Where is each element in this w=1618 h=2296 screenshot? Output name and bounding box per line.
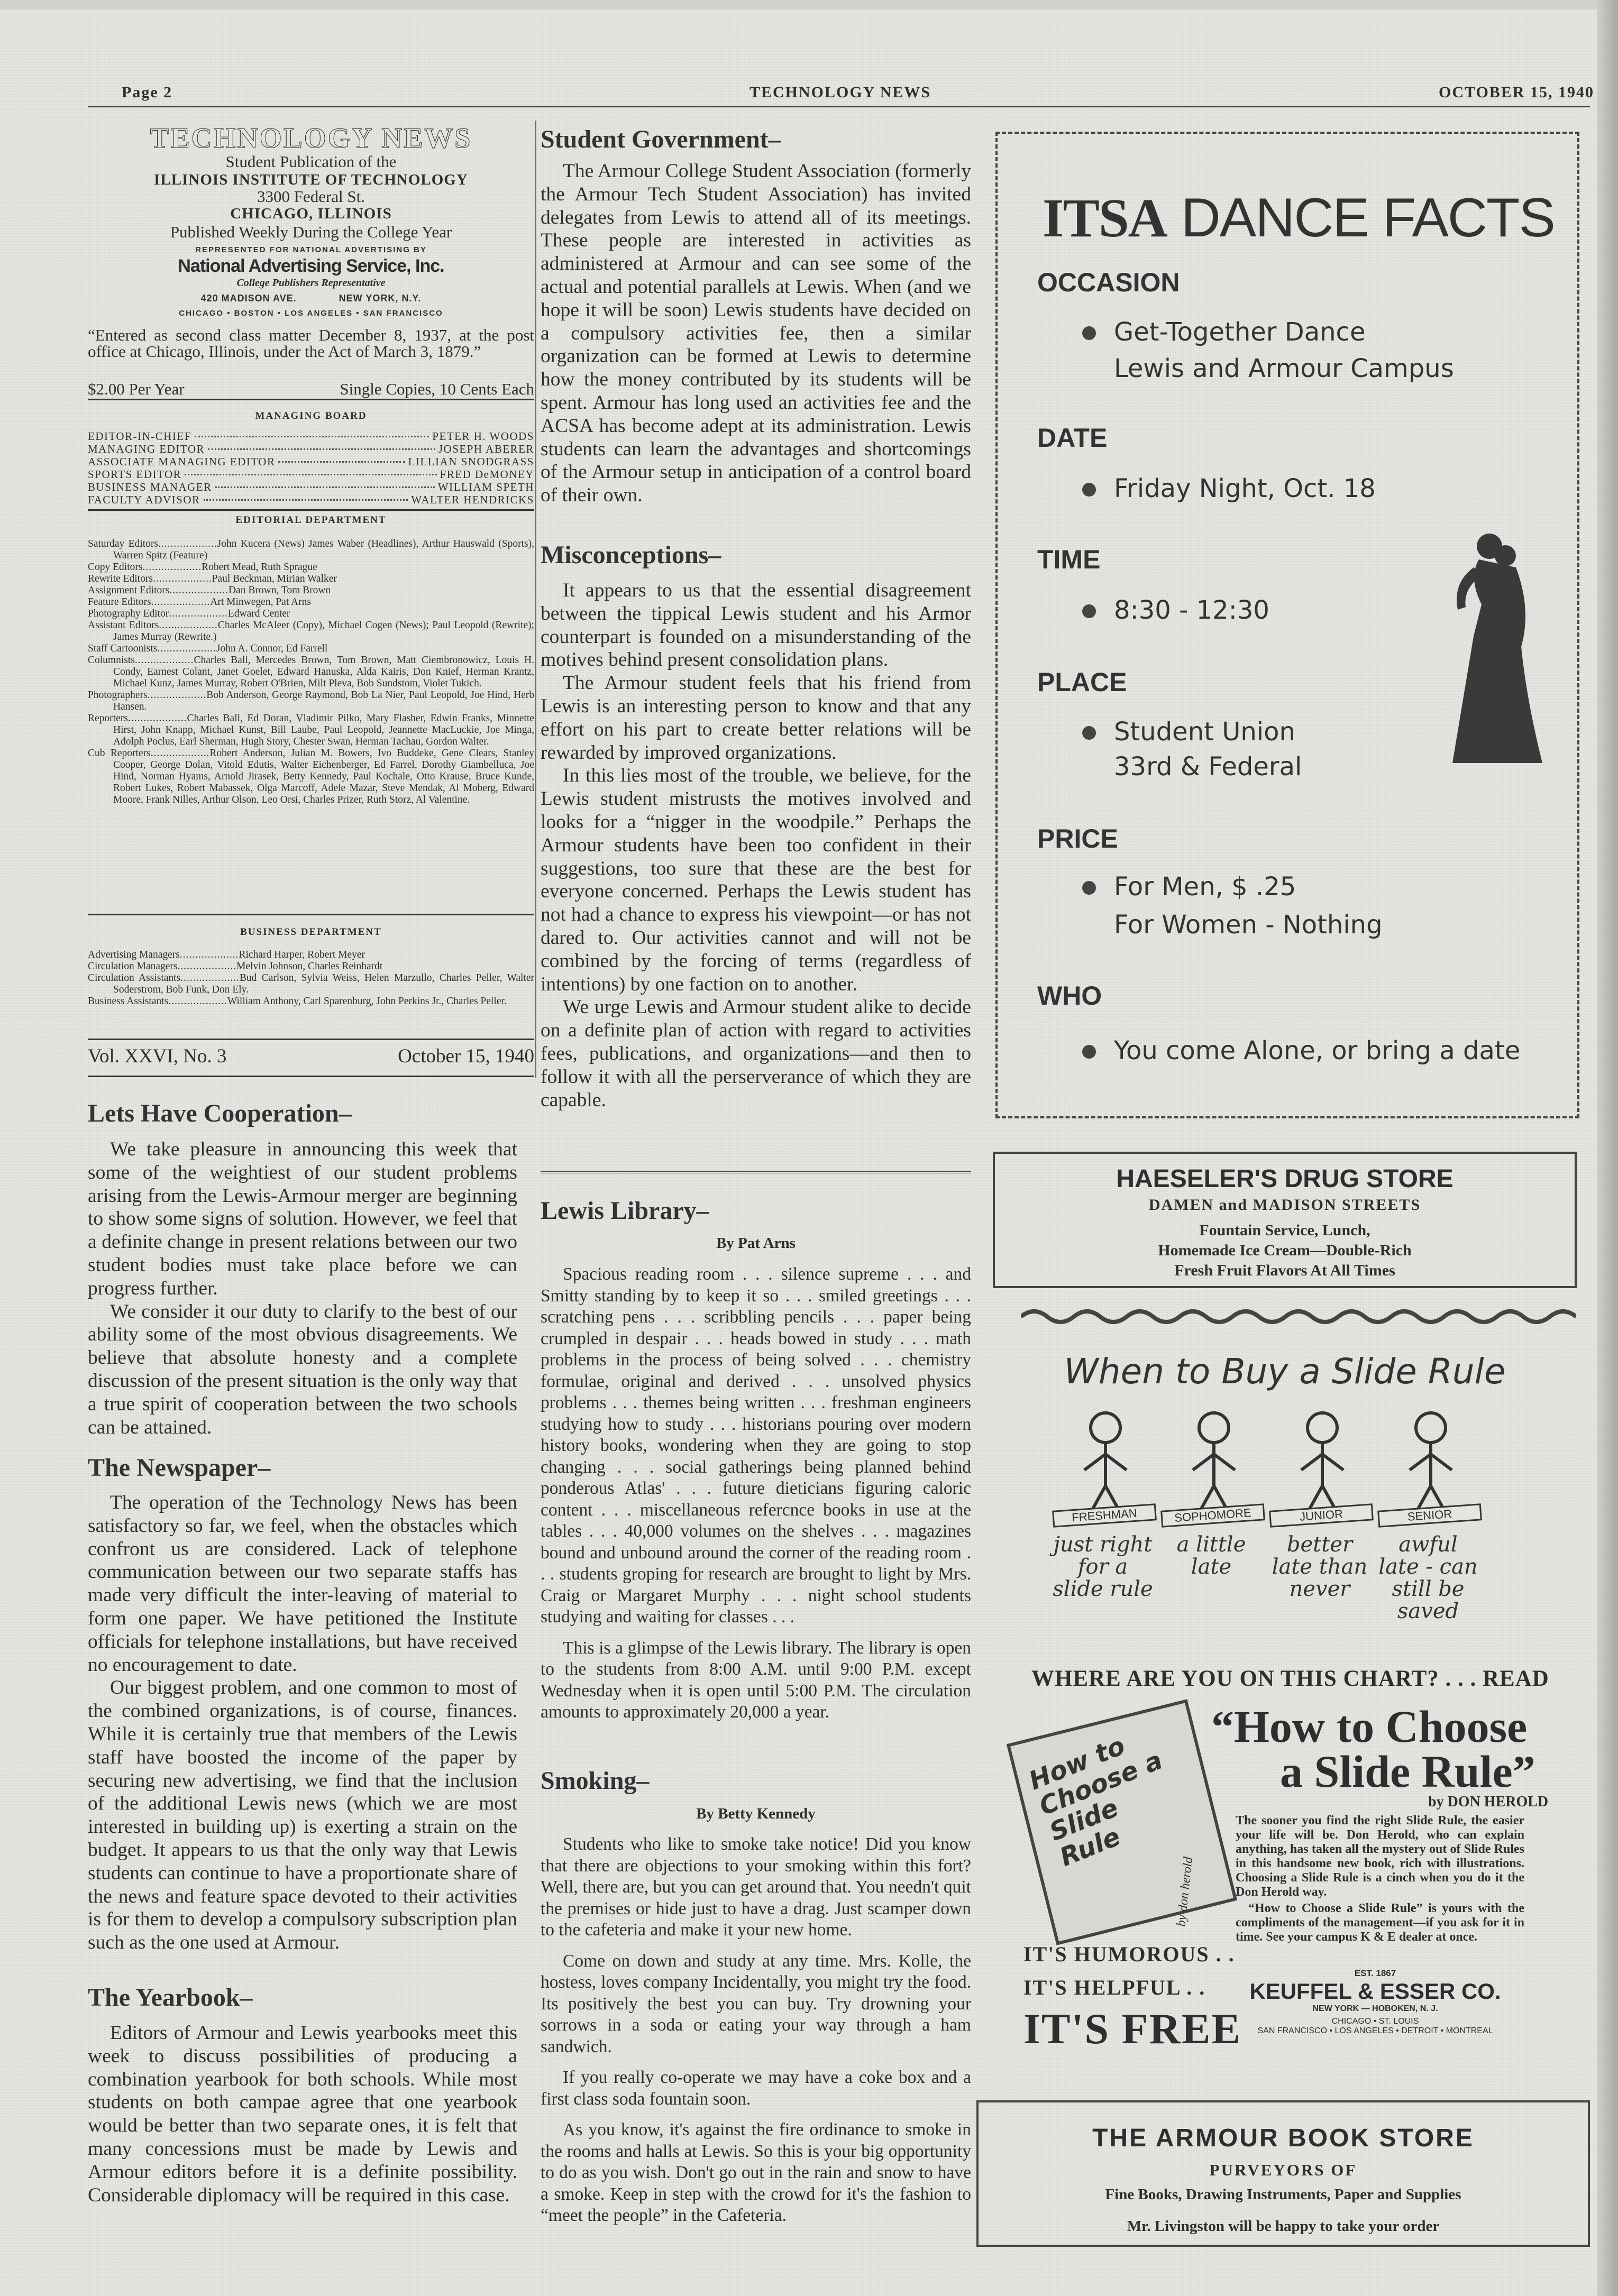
drug-store-address: DAMEN and MADISON STREETS xyxy=(1148,1196,1421,1214)
board-row xyxy=(88,430,534,443)
itsa-label-date: DATE xyxy=(1037,423,1108,453)
managing-board xyxy=(88,430,534,506)
dotted-leader xyxy=(148,690,207,701)
dotted-leader xyxy=(151,748,210,759)
paragraph: This is a glimpse of the Lewis library. The library is open to the students from 8:00 A.M. until 9:00 P.M. except Wednesday when it is open until 5:00 P.M. The circulation amounts to approximately 20,000 a year. xyxy=(541,1638,971,1722)
staff-role: Assignment Editors xyxy=(88,585,170,596)
company-hq: NEW YORK — HOBOKEN, N. J. xyxy=(1312,2004,1438,2013)
dotted-leader xyxy=(168,996,227,1007)
company-name: KEUFFEL & ESSER CO. xyxy=(1249,1979,1501,2004)
bullet-icon xyxy=(1082,881,1096,895)
article-student-government xyxy=(541,160,971,507)
itsa-item: You come Alone, or bring a date xyxy=(1114,1036,1521,1066)
masthead xyxy=(88,121,534,1078)
drug-store-line: Fountain Service, Lunch, xyxy=(1199,1222,1370,1239)
dotted-leader xyxy=(157,643,216,654)
masthead-address: 3300 Federal St. xyxy=(257,187,365,206)
staff-names: Bud Carlson, Sylvia Weiss, Helen Marzullo, Charles Peller, Walter Soderstrom, Bob Funk, Don Ely. xyxy=(113,972,534,995)
bullet-icon xyxy=(1082,726,1096,740)
staff-role: Advertising Managers xyxy=(88,949,180,960)
book-store-name: THE ARMOUR BOOK STORE xyxy=(1092,2124,1474,2152)
slogan-free: IT'S FREE xyxy=(1023,2005,1242,2053)
company-offices: SAN FRANCISCO • LOS ANGELES • DETROIT • MONTREAL xyxy=(1257,2026,1493,2035)
itsa-dance-ad xyxy=(995,132,1579,1118)
headline-student-government: Student Government– xyxy=(541,125,781,153)
staff-entry xyxy=(88,562,534,573)
column-rule xyxy=(535,121,536,1078)
headline-lewis-library: Lewis Library– xyxy=(541,1197,709,1225)
stick-figure-icon xyxy=(1280,1407,1365,1512)
volume-number: Vol. XXVI, No. 3 xyxy=(88,1045,227,1067)
masthead-city: CHICAGO, ILLINOIS xyxy=(230,205,392,222)
dotted-leader xyxy=(158,538,217,549)
dotted-leader xyxy=(159,620,218,631)
figure-caption: just right for a slide rule xyxy=(1053,1532,1153,1601)
staff-entry xyxy=(88,655,534,690)
stick-figure-icon xyxy=(1388,1407,1473,1512)
headline-smoking: Smoking– xyxy=(541,1767,650,1795)
article-misconceptions xyxy=(541,579,971,1112)
staff-entry xyxy=(88,620,534,643)
bullet-icon xyxy=(1082,604,1096,618)
staff-names: Edward Center xyxy=(227,608,290,619)
staff-names: Art Minwegen, Pat Arns xyxy=(210,596,311,608)
staff-entry xyxy=(88,748,534,806)
cartoon-title: When to Buy a Slide Rule xyxy=(1064,1351,1506,1392)
article-yearbook xyxy=(88,2022,517,2207)
established: EST. 1867 xyxy=(1354,1968,1396,1978)
board-row xyxy=(88,493,534,506)
staff-names: Bob Anderson, George Raymond, Bob La Nier, Paul Leopold, Joe Hind, Herb Hansen. xyxy=(113,690,534,712)
headline-newspaper: The Newspaper– xyxy=(88,1454,271,1482)
armour-book-store-ad xyxy=(976,2100,1590,2247)
board-name: WALTER HENDRICKS xyxy=(411,493,534,506)
board-role: EDITOR-IN-CHIEF xyxy=(88,430,191,443)
staff-role: Staff Cartoonists xyxy=(88,643,158,654)
paragraph: If you really co-operate we may have a coke box and a first class soda fountain soon. xyxy=(541,2068,971,2109)
postal-notice: “Entered as second class matter December 8, 1937, at the post office at Chicago, Illinois, under the Act of March 3, 1879.” xyxy=(88,326,534,361)
staff-role: Rewrite Editors xyxy=(88,573,153,584)
paragraph: The operation of the Technology News has been satisfactory so far, we feel, when the obstacles which confront us are considered. Lack of telephone communication between our two separate staffs has made very difficult the inter-leaving of material to form one paper. We have petitioned the Institute officials for telephone installations, but have received no encouragement to date. xyxy=(88,1492,517,1676)
book-cover-illustration xyxy=(1007,1699,1237,1945)
staff-role: Circulation Assistants xyxy=(88,972,181,984)
dotted-leader xyxy=(128,713,187,724)
board-role: MANAGING EDITOR xyxy=(88,443,205,455)
staff-role: Reporters xyxy=(88,713,128,724)
agency-name: National Advertising Service, Inc. xyxy=(178,256,444,276)
masthead-institution: ILLINOIS INSTITUTE OF TECHNOLOGY xyxy=(154,171,468,188)
itsa-item: Friday Night, Oct. 18 xyxy=(1114,474,1376,503)
staff-role: Photography Editor xyxy=(88,608,169,619)
itsa-item: For Women - Nothing xyxy=(1114,910,1383,940)
drug-store-name: HAESELER'S DRUG STORE xyxy=(1116,1165,1454,1193)
agency-offices: CHICAGO • BOSTON • LOS ANGELES • SAN FRANCISCO xyxy=(179,309,443,318)
class-label: FRESHMAN xyxy=(1052,1503,1157,1528)
book-cover-author: by don herold xyxy=(1174,1856,1195,1927)
staff-role: Saturday Editors xyxy=(88,538,158,549)
editorial-staff-list xyxy=(88,538,534,806)
itsa-item: Get-Together Dance xyxy=(1114,317,1366,347)
dotted-leader xyxy=(153,573,212,584)
agency-tagline: College Publishers Representative xyxy=(236,277,386,289)
staff-names: John Kucera (News) James Waber (Headlines), Arthur Hauswald (Sports), Warren Spitz (Feature) xyxy=(113,538,534,561)
managing-board-heading: MANAGING BOARD xyxy=(255,410,367,421)
itsa-label-time: TIME xyxy=(1037,545,1101,574)
staff-role: Assistant Editors xyxy=(88,620,159,631)
paragraph: It appears to us that the essential disagreement between the tippical Lewis student and his Armor counterpart is founded on a misunderstanding of the motives behind present consolidation plans. xyxy=(541,580,971,671)
represented-label: REPRESENTED FOR NATIONAL ADVERTISING BY xyxy=(195,245,427,254)
bullet-icon xyxy=(1082,483,1096,497)
book-title-line1: “How to Choose xyxy=(1211,1701,1528,1752)
staff-entry xyxy=(88,608,534,620)
editorial-department-heading: EDITORIAL DEPARTMENT xyxy=(235,515,387,526)
dotted-leader xyxy=(151,596,211,608)
board-name: FRED DeMONEY xyxy=(440,468,534,481)
paragraph: Our biggest problem, and one common to most of the combined organizations, is of course, finances. While it is certainly true that members of the Lewis staff have boosted the income of the paper by securing new advertising, we find that the inclusion of the additional Lewis news (which we are most interested in building up) is exerting a strain on the budget. It appears to us that the only way that Lewis students can continue to have a proportionate share of the news and feature space devoted to their activities is for them to develop a compulsory subscription plan such as the one used at Armour. xyxy=(88,1677,517,1954)
board-name: LILLIAN SNODGRASS xyxy=(408,455,534,468)
staff-names: Charles Ball, Mercedes Brown, Tom Brown, Matt Ciembronowicz, Louis H. Condy, Earnest Colant, Janet Goelet, Edward Hanuska, Alda Kairis, Don Knief, Herman Krantz, Michael Kunz, James Murray, Robert O'Brien, Milt Pleva, Bob Sundstom, Violet Tukich. xyxy=(113,655,534,689)
dotted-leader xyxy=(278,461,405,463)
staff-entry xyxy=(88,996,534,1007)
staff-names: Robert Anderson, Julian M. Bowers, Ivo Buddeke, Gene Clears, Stanley Cooper, George Dolan, Vitold Edutis, Walter Eichenberger, Ed Farrel, Dorothy Giambelluca, Joe Hind, Norman Hyams, Arnold Jirasek, Betty Kennedy, Paul Kochale, Otto Krause, Bruce Kunde, Robert Lukes, Robert Mabassek, Olga Marcoff, Adele Mazar, Steve Mendak, Al Moberg, Edward Moore, Frank Nilles, Arthur Olson, Leo Orsi, Charles Prizer, Ruth Storz, Al Valentine. xyxy=(113,748,534,805)
dotted-leader xyxy=(180,972,240,984)
board-row xyxy=(88,468,534,481)
staff-names: Paul Beckman, Mirian Walker xyxy=(212,573,337,584)
book-store-tagline: PURVEYORS OF xyxy=(1209,2161,1357,2179)
ad-prompt: WHERE ARE YOU ON THIS CHART? . . . READ xyxy=(1031,1666,1549,1691)
ad-body xyxy=(1236,1814,1524,1944)
bullet-icon xyxy=(1082,1045,1096,1059)
article-newspaper xyxy=(88,1491,517,1954)
board-name: JOSEPH ABERER xyxy=(438,443,534,455)
dotted-leader xyxy=(208,448,435,450)
class-label: JUNIOR xyxy=(1269,1503,1374,1528)
board-role: BUSINESS MANAGER xyxy=(88,481,212,493)
business-staff-list xyxy=(88,949,534,1007)
staff-entry xyxy=(88,573,534,585)
masthead-frequency: Published Weekly During the College Year xyxy=(170,223,452,241)
masthead-title: TECHNOLOGY NEWS xyxy=(150,122,472,154)
article-cooperation xyxy=(88,1138,517,1439)
itsa-label-price: PRICE xyxy=(1037,824,1118,853)
company-offices: CHICAGO • ST. LOUIS xyxy=(1331,2017,1419,2026)
paragraph: The Armour College Student Association (formerly the Armour Tech Student Association) has invited delegates from Lewis to attend all of its meetings. These people are interested in activities as administered at Armour and can see some of the actual and potential parallels at Lewis. When (and we hope it will be soon) Lewis students have decided on a compulsory activities fee, then a similar organization can be formed at Lewis to determine how the money contributed by its students will be spent. Armour has long used an activities fee and the ACSA has become adept at its administration. Lewis students can learn the advantages and shortcomings of the Armour setup in anticipation of a control board of their own. xyxy=(541,160,971,507)
staff-names: John A. Connor, Ed Farrell xyxy=(216,643,328,654)
paragraph: As you know, it's against the fire ordinance to smoke in the rooms and halls at Lewis. So this is your big opportunity to do as you wish. Don't go out in the rain and snow to have a smoke. Keep in step with the crowd for it's the fashion to “meet the people” in the Cafeteria. xyxy=(541,2120,971,2225)
article-lewis-library xyxy=(541,1264,971,1733)
staff-role: Circulation Managers xyxy=(88,961,178,972)
board-role: SPORTS EDITOR xyxy=(88,468,182,481)
figure-caption: better late than never xyxy=(1272,1532,1368,1601)
staff-role: Feature Editors xyxy=(88,596,151,608)
staff-names: Robert Mead, Ruth Sprague xyxy=(202,562,317,573)
staff-entry xyxy=(88,585,534,596)
headline-cooperation: Lets Have Cooperation– xyxy=(88,1099,352,1127)
paragraph: Spacious reading room . . . silence supreme . . . and Smitty standing by to keep it so . . . smiled greetings . . . scratching pens . . . scribbling pencils . . . paper being crumpled in despair . . . heads bowed in study . . . math problems in the process of being solved . . . chemistry formulae, original and derived . . . unsolved physics problems . . . themes being written . . . freshman engineers studying how to study . . . historians pouring over modern history books, wondering when they are going to stop changing . . . social gatherings being planned behind ponderous Atlas' . . . future dieticians figuring caloric content . . . miscellaneous refercnce books in use at the tables . . . 40,000 volumes on the shelves . . . magazines bound and unbound around the corner of the reading room . . . students groping for research are brought to light by Mrs. Craig or Margaret Murphy . . . night school students studying and waiting for classes . . . xyxy=(541,1264,971,1627)
board-role: FACULTY ADVISOR xyxy=(88,493,200,506)
board-row xyxy=(88,455,534,468)
book-cover-title: How to Choose a Slide Rule xyxy=(1025,1731,1167,1873)
staff-entry xyxy=(88,690,534,713)
figure-caption: a little late xyxy=(1176,1532,1246,1579)
running-title: TECHNOLOGY NEWS xyxy=(749,84,931,101)
haeselers-drug-store-ad xyxy=(993,1152,1577,1288)
dancing-couple-silhouette-icon xyxy=(1442,530,1548,768)
itsa-label-who: WHO xyxy=(1037,981,1102,1011)
staff-entry xyxy=(88,643,534,655)
dotted-leader xyxy=(169,585,228,596)
paragraph: We urge Lewis and Armour student alike to decide on a definite plan of action with regard to activities fees, publications, and organizations—and then to follow it with all the perserverance of which they are capable. xyxy=(541,996,971,1111)
drug-store-line: Homemade Ice Cream—Double-Rich xyxy=(1158,1242,1412,1259)
board-row xyxy=(88,443,534,455)
book-title-line2: a Slide Rule” xyxy=(1280,1746,1535,1797)
business-department-heading: BUSINESS DEPARTMENT xyxy=(240,926,382,938)
itsa-title-rest: DANCE FACTS xyxy=(1181,187,1555,249)
issue-date: October 15, 1940 xyxy=(398,1045,534,1067)
price-per-year: $2.00 Per Year xyxy=(88,380,185,398)
dotted-leader xyxy=(180,949,239,960)
itsa-item: 33rd & Federal xyxy=(1114,752,1302,782)
running-date: OCTOBER 15, 1940 xyxy=(1439,84,1594,101)
staff-entry xyxy=(88,949,534,961)
page-top-edge xyxy=(0,0,1618,10)
staff-role: Columnists xyxy=(88,655,135,666)
staff-role: Cub Reporters xyxy=(88,748,151,759)
dotted-leader xyxy=(204,499,408,501)
staff-entry xyxy=(88,961,534,972)
stick-figure-icon xyxy=(1172,1407,1256,1512)
book-store-note: Mr. Livingston will be happy to take your order xyxy=(1127,2218,1440,2235)
divider xyxy=(88,399,534,400)
figure-caption: awful late - can still be saved xyxy=(1378,1532,1478,1623)
slogan-humorous: IT'S HUMOROUS . . xyxy=(1023,1942,1235,1966)
slide-rule-cartoon xyxy=(1053,1407,1507,1639)
agency-address: 420 MADISON AVE. xyxy=(200,293,297,304)
stick-figure-icon xyxy=(1063,1407,1148,1512)
page-right-edge xyxy=(1597,0,1618,2296)
paragraph: Students who like to smoke take notice! Did you know that there are objections to your smoking within this fort? Well, there are, but you can get around that. You needn't quit the premises or hide just to have a drag. Just scamper down to the cafeteria and make it your new home. xyxy=(541,1834,971,1940)
board-row xyxy=(88,481,534,493)
staff-entry xyxy=(88,538,534,562)
itsa-label-place: PLACE xyxy=(1037,667,1127,697)
book-store-products: Fine Books, Drawing Instruments, Paper and Supplies xyxy=(1105,2186,1461,2203)
dotted-leader xyxy=(135,655,194,666)
staff-role: Copy Editors xyxy=(88,562,143,573)
byline-library: By Pat Arns xyxy=(716,1235,796,1252)
dotted-leader xyxy=(185,474,436,475)
book-author: by DON HEROLD xyxy=(1428,1794,1549,1810)
headline-yearbook: The Yearbook– xyxy=(88,1983,253,2012)
masthead-subtitle: Student Publication of the xyxy=(225,152,397,171)
header-rule xyxy=(88,106,1590,107)
board-name: PETER H. WOODS xyxy=(432,430,534,443)
section-divider xyxy=(541,1171,971,1173)
staff-entry xyxy=(88,713,534,748)
paragraph: We take pleasure in announcing this week that some of the weightiest of our student problems arising from the Lewis-Armour merger are beginning to show some signs of solution. However, we feel that a definite change in present relations between our two student bodies must take place before we can progress further. xyxy=(88,1138,517,1299)
class-label: SOPHOMORE xyxy=(1160,1503,1265,1528)
itsa-title xyxy=(1043,187,1555,250)
paragraph: Editors of Armour and Lewis yearbooks meet this week to discuss possibilities of producing a combination yearbook for both schools. While most students on both campae agree that one yearbook would be better than two separate ones, it is felt that many concessions must be made by Lewis and Armour editors before it is a definite possibility. Considerable diplomacy will be required in this case. xyxy=(88,2022,517,2206)
staff-names: William Anthony, Carl Sparenburg, John Perkins Jr., Charles Peller. xyxy=(227,996,507,1007)
page-number: Page 2 xyxy=(122,84,173,101)
staff-names: Melvin Johnson, Charles Reinhardt xyxy=(236,961,383,972)
itsa-item: Student Union xyxy=(1114,717,1295,747)
divider xyxy=(88,914,534,915)
staff-names: Charles Ball, Ed Doran, Vladimir Pilko, Mary Flasher, Edwin Franks, Minnette Hirst, John Knapp, Michael Kunst, Bill Laube, Paul Leopold, Jeannette MacLuckie, Joe Minga, Adolph Poclus, Earl Sherman, Hugh Story, Chester Swan, Herman Tachau, Gordon Walter. xyxy=(113,713,534,747)
divider xyxy=(88,509,534,511)
itsa-label-occasion: OCCASION xyxy=(1037,268,1180,297)
dotted-leader xyxy=(178,961,237,972)
drug-store-line: Fresh Fruit Flavors At All Times xyxy=(1174,1262,1395,1279)
staff-entry xyxy=(88,596,534,608)
itsa-item: For Men, $ .25 xyxy=(1114,872,1296,902)
itsa-title-bold: ITSA xyxy=(1043,188,1167,249)
agency-city: NEW YORK, N.Y. xyxy=(339,293,422,304)
divider xyxy=(88,1076,534,1077)
dotted-leader xyxy=(215,486,435,488)
class-label: SENIOR xyxy=(1377,1503,1482,1528)
bullet-icon xyxy=(1082,326,1096,340)
headline-misconceptions: Misconceptions– xyxy=(541,541,721,569)
dotted-leader xyxy=(195,436,429,437)
staff-role: Photographers xyxy=(88,690,148,701)
ad-paragraph: “How to Choose a Slide Rule” is yours with the compliments of the management—if you ask for it in time. See your campus K & E dealer at once. xyxy=(1236,1902,1524,1944)
paragraph: We consider it our duty to clarify to the best of our ability some of the most obvious disagreements. We believe that absolute honesty and a complete discussion of the present situation is the only way that a true spirit of cooperation between the two schools can be attained. xyxy=(88,1300,517,1438)
article-smoking xyxy=(541,1834,971,2236)
board-role: ASSOCIATE MANAGING EDITOR xyxy=(88,455,276,468)
staff-names: Richard Harper, Robert Meyer xyxy=(239,949,365,960)
slogan-helpful: IT'S HELPFUL . . xyxy=(1023,1976,1206,1999)
byline-smoking: By Betty Kennedy xyxy=(696,1805,816,1822)
wavy-border xyxy=(1021,1306,1576,1327)
dotted-leader xyxy=(169,608,228,619)
ad-paragraph: The sooner you find the right Slide Rule, the easier your life will be. Don Herold, who can explain anything, has taken all the mystery out of Slide Rules in this handsome new book, rich with illustrations. Choosing a Slide Rule is a cinch when you do it the Don Herold way. xyxy=(1236,1814,1524,1899)
board-name: WILLIAM SPETH xyxy=(437,481,534,493)
staff-entry xyxy=(88,972,534,996)
staff-names: Charles McAleer (Copy), Michael Cogen (News); Paul Leopold (Rewrite); James Murray (Rewrite.) xyxy=(113,620,534,642)
paragraph: In this lies most of the trouble, we believe, for the Lewis student mistrusts the motives involved and looks for a “nigger in the woodpile.” Perhaps the Armour students have been too confident in their suggestions, too sure that these are the best for everyone concerned. Perhaps the Lewis student has not had a chance to express his viewpoint—or has not dared to. Our activities cannot and will not be combined by the forcing of terms (regardless of intentions) by one faction on to another. xyxy=(541,765,971,995)
itsa-item: 8:30 - 12:30 xyxy=(1114,595,1269,625)
paragraph: Come on down and study at any time. Mrs. Kolle, the hostess, loves company Incidentally, you might try the food. Its positively the best you can buy. Try drowning your sorrows in a soda or eating your way through a ham sandwich. xyxy=(541,1951,971,2056)
itsa-item: Lewis and Armour Campus xyxy=(1114,354,1454,383)
price-single-copy: Single Copies, 10 Cents Each xyxy=(340,380,534,398)
keuffel-esser-signature xyxy=(1227,1968,1523,2036)
paragraph: The Armour student feels that his friend from Lewis is an interesting person to know and that any effort on his part to create better relations will be rewarded by improved organizations. xyxy=(541,672,971,764)
staff-role: Business Assistants xyxy=(88,996,169,1007)
divider xyxy=(88,1039,534,1040)
dotted-leader xyxy=(142,562,202,573)
staff-names: Dan Brown, Tom Brown xyxy=(228,585,331,596)
